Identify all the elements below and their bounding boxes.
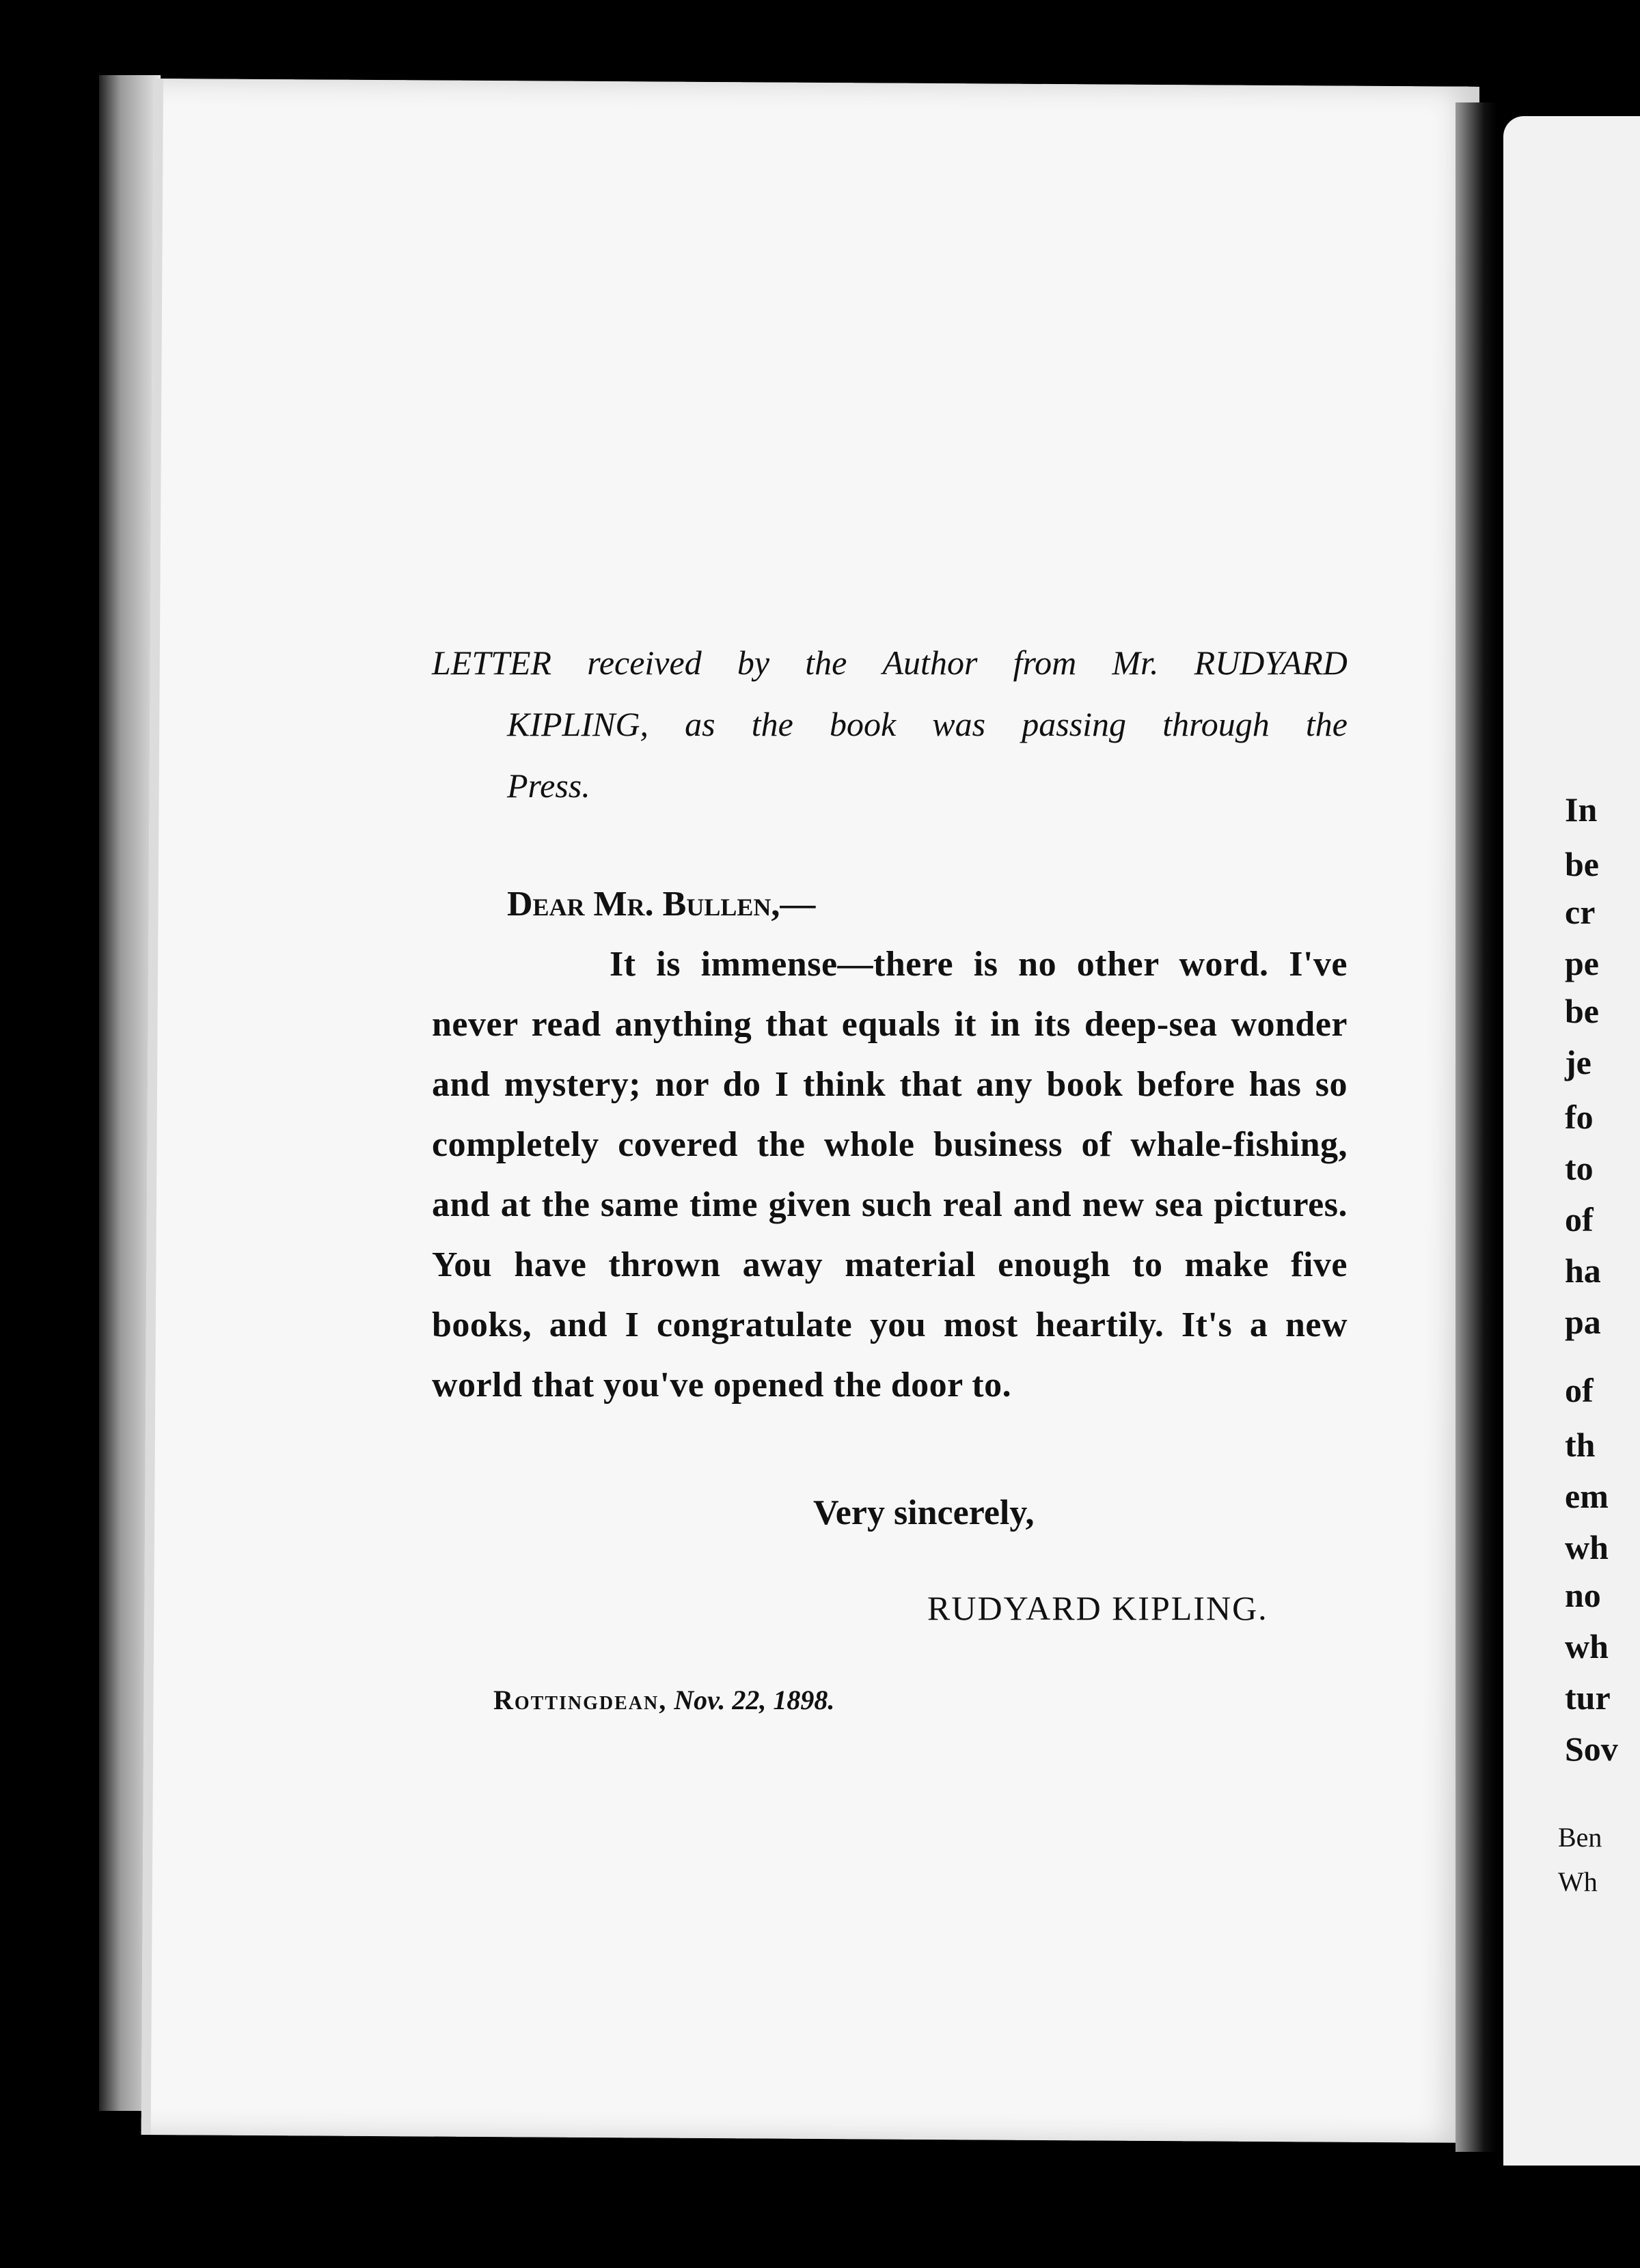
heading-word: Mr. [1112,644,1159,682]
heading-word: the [751,705,793,743]
heading-word: through [1162,705,1270,743]
heading-line-3: Press. [507,766,590,805]
date: Nov. 22, 1898. [674,1685,835,1715]
adjacent-page-line: je [1565,1043,1591,1081]
letter-body [432,874,1348,1415]
heading-word: Author [882,644,978,682]
book-gutter [1456,102,1496,2152]
heading-word: the [805,644,847,682]
adjacent-page-line: Ben [1558,1822,1602,1853]
heading-word: received [587,644,702,682]
adjacent-page-line: of [1565,1371,1594,1409]
adjacent-page-line: no [1565,1576,1601,1614]
adjacent-page-line: fo [1565,1098,1594,1136]
adjacent-page-line: be [1565,845,1599,883]
adjacent-page-line: em [1565,1477,1609,1515]
salutation: Dear Mr. Bullen,— [507,885,816,924]
adjacent-page-line: to [1565,1149,1594,1187]
letter-paragraph: It is immense—there is no other word. I've never read anything that equals it in its deep-sea wonder and mystery; nor do I think that any book before has so completely covered the whole business of whale-fishing, and at the same time given such real and new sea pictures. You have thrown away material enough to make five books, and I congratulate you most heartily. It's a new world that you've opened the door to. [432,945,1348,1405]
adjacent-page-line: Sov [1565,1730,1618,1768]
letter-heading [432,632,1348,816]
adjacent-page-line: pe [1565,944,1599,982]
place: Rottingdean, [493,1685,668,1715]
heading-word: the [1305,705,1348,743]
heading-word: by [737,644,770,682]
heading-word: book [829,705,897,743]
heading-word: RUDYARD [1194,644,1348,682]
signature: RUDYARD KIPLING. [927,1589,1268,1627]
heading-line-2 [432,693,1348,755]
adjacent-page-line: In [1565,790,1598,829]
heading-word: LETTER [432,644,552,682]
adjacent-page [1503,116,1640,2166]
adjacent-page-line: Wh [1558,1866,1598,1897]
adjacent-page-line: wh [1565,1528,1609,1566]
place-date [493,1684,834,1716]
heading-word: from [1013,644,1077,682]
heading-word: passing [1022,705,1127,743]
heading-line-1 [432,632,1348,693]
heading-word: KIPLING, [507,705,648,743]
adjacent-page-line: be [1565,992,1599,1030]
adjacent-page-line: cr [1565,893,1596,931]
adjacent-page-line: ha [1565,1251,1601,1290]
adjacent-page-line: of [1565,1200,1594,1239]
heading-word: was [932,705,986,743]
heading-word: as [685,705,715,743]
adjacent-page-line: th [1565,1426,1596,1464]
adjacent-page-line: wh [1565,1627,1609,1665]
closing: Very sincerely, [813,1493,1035,1532]
adjacent-page-line: pa [1565,1303,1601,1341]
adjacent-page-line: tur [1565,1678,1611,1717]
